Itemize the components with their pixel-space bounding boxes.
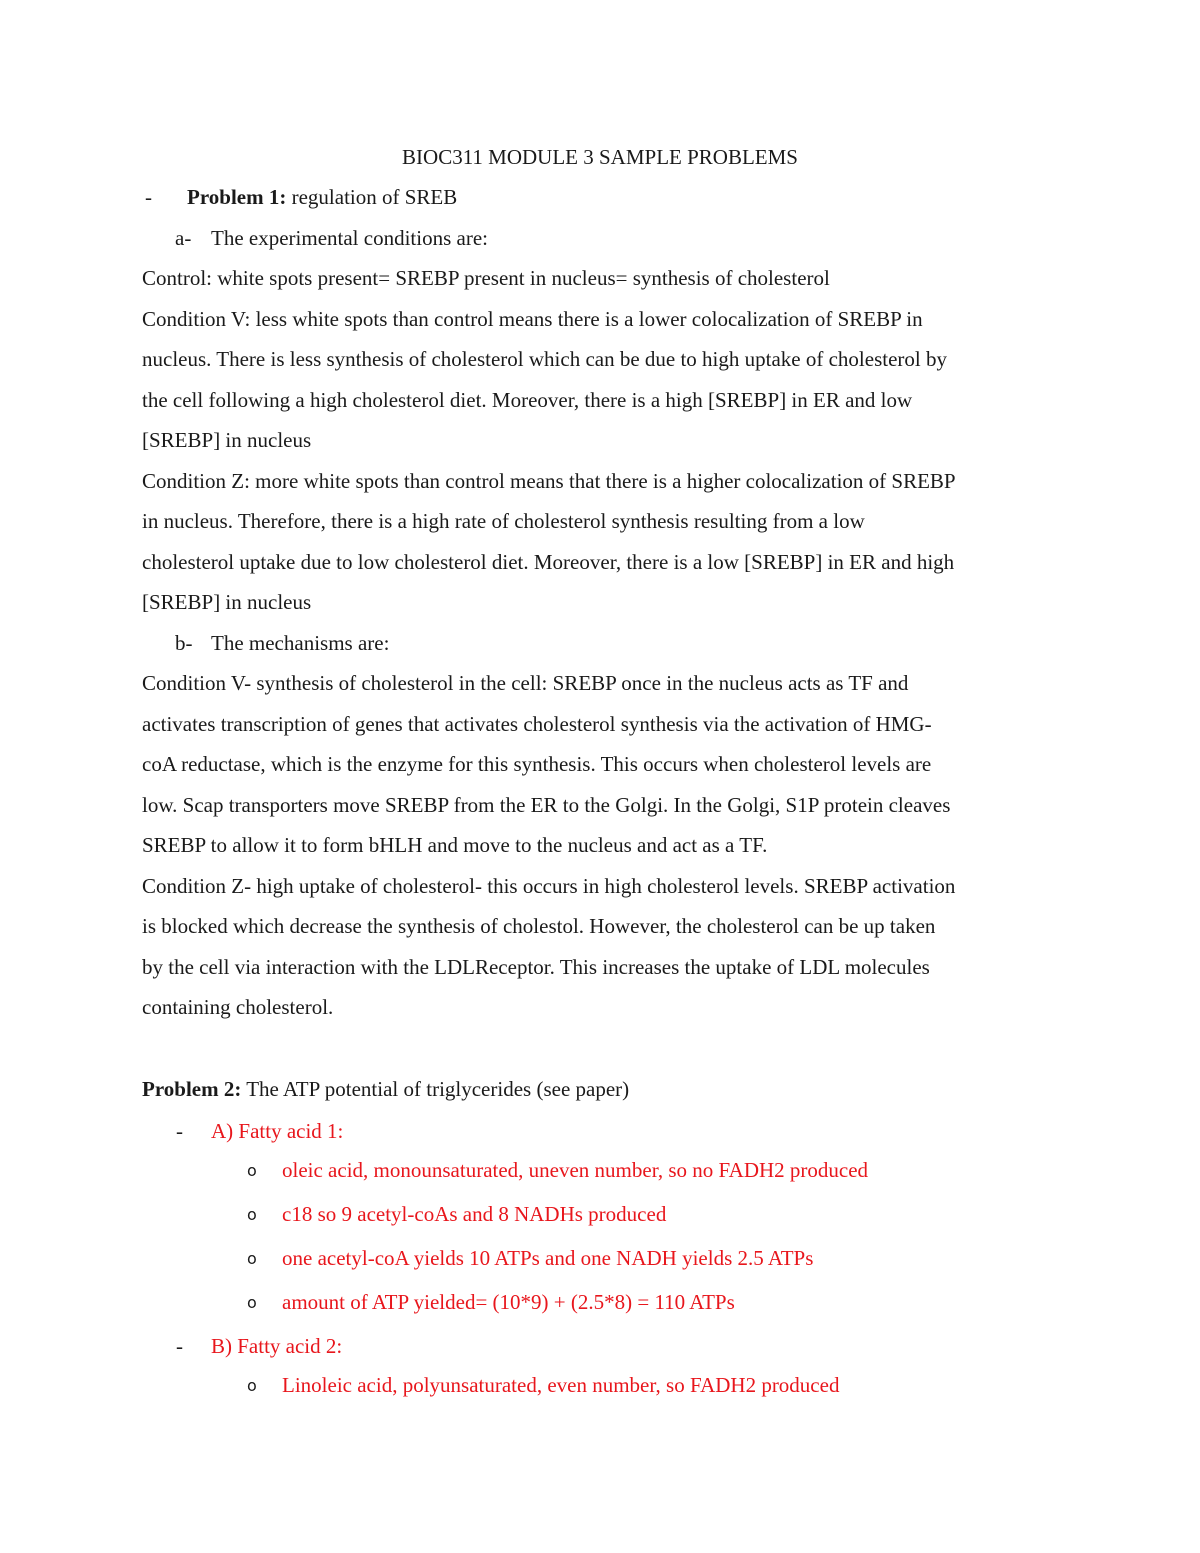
paragraph-line: Condition Z- high uptake of cholesterol- this occurs in high cholesterol levels. SREBP activation (142, 874, 956, 898)
fatty-acid-1-heading: A) Fatty acid 1: (211, 1119, 344, 1143)
list-dash: - (176, 1119, 183, 1143)
part-b-text: The mechanisms are: (211, 631, 390, 655)
problem-1-text: regulation of SREB (286, 185, 458, 209)
problem-2-text: The ATP potential of triglycerides (see paper) (241, 1077, 630, 1101)
bullet-icon: o (247, 1249, 257, 1268)
problem-1-heading (187, 187, 457, 208)
list-dash: - (145, 185, 152, 209)
problem-2-heading (142, 1079, 629, 1100)
paragraph-line: [SREBP] in nucleus (142, 590, 312, 614)
paragraph-line: cholesterol uptake due to low cholesterol diet. Moreover, there is a low [SREBP] in ER and high (142, 550, 955, 574)
paragraph-line: Condition Z: more white spots than control means that there is a higher colocalization of SREBP (142, 469, 956, 493)
fatty-acid-1-item: one acetyl-coA yields 10 ATPs and one NADH yields 2.5 ATPs (282, 1246, 814, 1270)
part-a-text: The experimental conditions are: (211, 226, 488, 250)
bullet-icon: o (247, 1205, 257, 1224)
paragraph-line: coA reductase, which is the enzyme for this synthesis. This occurs when cholesterol levels are (142, 752, 932, 776)
paragraph-line: activates transcription of genes that activates cholesterol synthesis via the activation of HMG- (142, 712, 932, 736)
list-dash: - (176, 1334, 183, 1358)
paragraph-line: by the cell via interaction with the LDLReceptor. This increases the uptake of LDL molecules (142, 955, 930, 979)
paragraph-line: the cell following a high cholesterol diet. Moreover, there is a high [SREBP] in ER and low (142, 388, 913, 412)
paragraph-line: containing cholesterol. (142, 995, 334, 1019)
bullet-icon: o (247, 1376, 257, 1395)
bullet-icon: o (247, 1293, 257, 1312)
paragraph-line: Condition V- synthesis of cholesterol in the cell: SREBP once in the nucleus acts as TF and (142, 671, 909, 695)
paragraph-line: Condition V: less white spots than control means there is a lower colocalization of SREBP in (142, 307, 923, 331)
fatty-acid-1-item: c18 so 9 acetyl-coAs and 8 NADHs produced (282, 1202, 667, 1226)
part-a-marker: a- (175, 226, 192, 250)
problem-2-label: Problem 2: (142, 1077, 242, 1101)
paragraph-line: [SREBP] in nucleus (142, 428, 312, 452)
fatty-acid-1-item: amount of ATP yielded= (10*9) + (2.5*8) = 110 ATPs (282, 1290, 735, 1314)
paragraph-line: nucleus. There is less synthesis of cholesterol which can be due to high uptake of cholesterol by (142, 347, 947, 371)
fatty-acid-2-heading: B) Fatty acid 2: (211, 1334, 343, 1358)
paragraph-line: Control: white spots present= SREBP present in nucleus= synthesis of cholesterol (142, 266, 830, 290)
paragraph-line: in nucleus. Therefore, there is a high rate of cholesterol synthesis resulting from a low (142, 509, 865, 533)
fatty-acid-1-item: oleic acid, monounsaturated, uneven number, so no FADH2 produced (282, 1158, 869, 1182)
part-b-marker: b- (175, 631, 193, 655)
paragraph-line: low. Scap transporters move SREBP from the ER to the Golgi. In the Golgi, S1P protein cleaves (142, 793, 951, 817)
fatty-acid-2-item: Linoleic acid, polyunsaturated, even number, so FADH2 produced (282, 1373, 840, 1397)
paragraph-line: is blocked which decrease the synthesis of cholestol. However, the cholesterol can be up taken (142, 914, 936, 938)
problem-1-label: Problem 1: (187, 185, 287, 209)
paragraph-line: SREBP to allow it to form bHLH and move to the nucleus and act as a TF. (142, 833, 768, 857)
bullet-icon: o (247, 1161, 257, 1180)
page-title: BIOC311 MODULE 3 SAMPLE PROBLEMS (402, 145, 798, 169)
